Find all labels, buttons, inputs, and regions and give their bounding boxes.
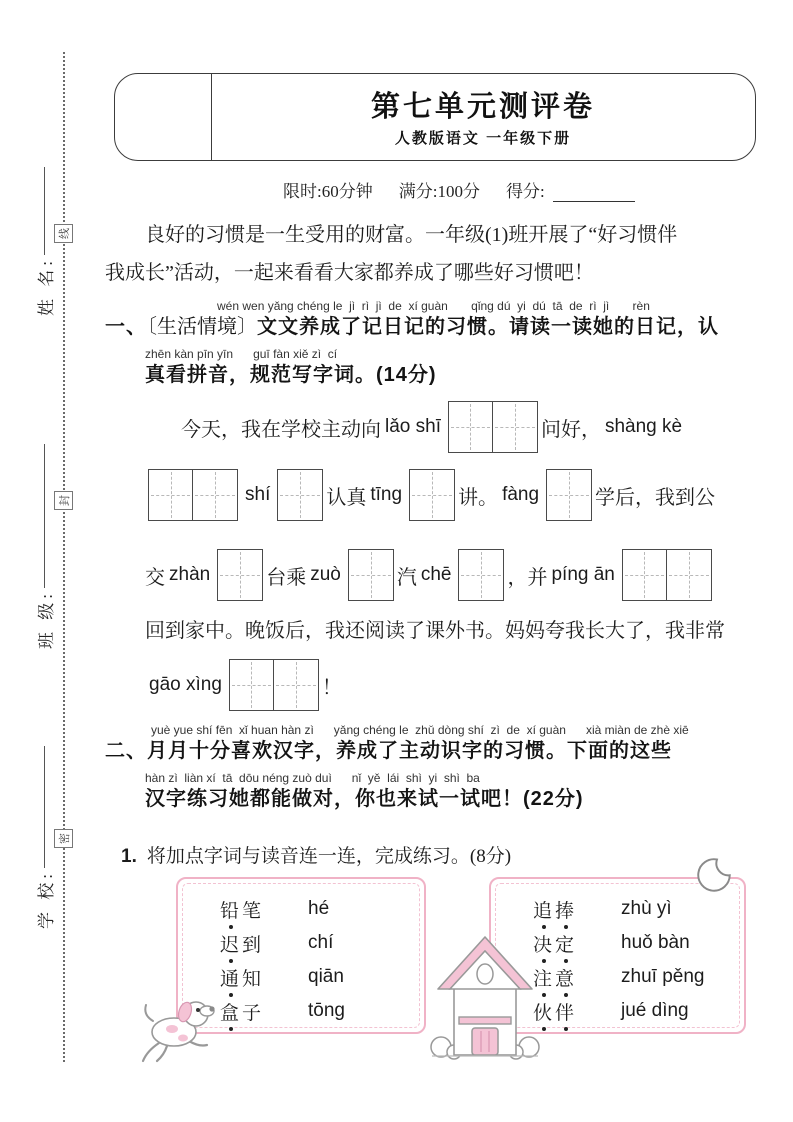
writing-grid <box>229 659 319 711</box>
grid-cell[interactable] <box>547 470 591 520</box>
grid-cell[interactable] <box>410 470 454 520</box>
character: 到 <box>242 934 265 956</box>
dotted-character: 伴 <box>555 998 577 1025</box>
match-row <box>533 960 744 994</box>
grid-cell[interactable] <box>459 550 503 600</box>
seal-char-seal <box>54 491 73 510</box>
diary-text: 讲。 <box>458 486 499 509</box>
seal-char-line <box>54 224 73 243</box>
score-blank[interactable] <box>553 184 635 202</box>
name-label: 姓 名: <box>36 257 56 316</box>
match-row <box>533 892 744 926</box>
section2-heading <box>105 723 770 813</box>
name-blank[interactable] <box>44 167 45 255</box>
diary-text: 问好， <box>540 418 601 441</box>
dotted-character: 盒 <box>220 998 242 1025</box>
dotted-character: 意 <box>555 964 577 991</box>
diary-passage <box>145 398 763 714</box>
match-word[interactable] <box>533 896 621 923</box>
intro-paragraph <box>105 216 767 292</box>
match-row <box>533 994 744 1028</box>
full-score-label: 满分:100分 <box>398 182 480 201</box>
question1-number: 1. <box>121 846 137 867</box>
match-pinyin[interactable]: hé <box>308 898 330 919</box>
seal-char-secret <box>54 829 73 848</box>
match-pinyin[interactable]: zhù yì <box>621 898 672 919</box>
pinyin-text: píng ān <box>551 564 615 585</box>
diary-text: ！ <box>321 676 342 699</box>
match-row <box>220 892 424 926</box>
match-row <box>220 960 424 994</box>
match-pinyin[interactable]: zhuī pěng <box>621 966 705 987</box>
diary-line <box>145 466 763 524</box>
diary-text: ，并 <box>507 566 548 589</box>
diary-text: 学后，我到公 <box>595 486 716 509</box>
grid-cell[interactable] <box>278 470 322 520</box>
diary-text: 台乘 <box>266 566 307 589</box>
match-pinyin[interactable]: qiān <box>308 966 344 987</box>
dotted-character: 迟 <box>220 930 242 957</box>
title-box <box>114 73 756 161</box>
writing-grid <box>277 469 323 521</box>
writing-grid <box>217 549 263 601</box>
match-word[interactable] <box>220 896 308 923</box>
writing-grid <box>348 549 394 601</box>
grid-cell[interactable] <box>274 660 318 710</box>
pinyin-text: chē <box>420 564 452 585</box>
match-row <box>220 994 424 1028</box>
pinyin-text: tīng <box>370 484 403 505</box>
diary-line <box>145 546 763 604</box>
match-word[interactable] <box>533 964 621 991</box>
dotted-character: 伙 <box>533 998 555 1025</box>
pinyin-text: fàng <box>502 484 540 505</box>
match-pinyin[interactable]: chí <box>308 932 334 953</box>
writing-grid <box>622 549 712 601</box>
meta-row <box>283 177 635 202</box>
time-limit-label: 限时:60分钟 <box>283 182 373 201</box>
section2-heading-line2: 汉字练习她都能做对，你也来试一试吧！(22分) <box>145 788 584 810</box>
paper-subtitle: 人教版语文 一年级下册 <box>394 130 572 147</box>
section2-pinyin-line2: hàn zì liàn xí tā dōu néng zuò duì nǐ yě lái shì yi shì ba <box>145 771 480 785</box>
character: 知 <box>242 968 265 990</box>
student-class-field <box>33 435 55 649</box>
section1-number: 一、 <box>105 316 147 338</box>
section2-pinyin-line1: yuè yue shí fēn xǐ huan hàn zì yǎng chéng le zhǔ dòng shí zì de xí guàn xià miàn de zhè xiē <box>151 723 689 737</box>
character: 子 <box>242 1002 265 1024</box>
diary-text: 今天，我在学校主动向 <box>181 418 381 441</box>
dotted-character: 决 <box>533 930 555 957</box>
writing-grid <box>148 469 238 521</box>
match-word[interactable] <box>533 930 621 957</box>
dotted-character: 通 <box>220 964 242 991</box>
grid-cell[interactable] <box>218 550 262 600</box>
character: 笔 <box>242 900 265 922</box>
grid-cell[interactable] <box>193 470 237 520</box>
section2-heading-line1 <box>105 737 770 765</box>
pinyin-text: shàng kè <box>604 416 683 437</box>
pinyin-text: zhàn <box>169 564 211 585</box>
grid-cell[interactable] <box>667 550 711 600</box>
score-label: 得分: <box>505 182 545 201</box>
writing-grid <box>458 549 504 601</box>
house-illustration <box>424 931 546 1063</box>
section1-pinyin-line1: wén wen yǎng chéng le jì rì jì de xí guàn qǐng dú yi dú tā de rì jì rèn <box>217 299 650 313</box>
diary-text: 交 <box>145 566 165 589</box>
match-word[interactable] <box>220 930 308 957</box>
diary-line <box>145 398 763 456</box>
pinyin-text: gāo xìng <box>149 674 222 695</box>
writing-grid <box>448 401 538 453</box>
section1-heading-line2: 真看拼音，规范写字词。(14分) <box>145 364 437 386</box>
seal-char-text: 封 <box>58 495 71 506</box>
grid-cell[interactable] <box>623 550 667 600</box>
student-school-field <box>33 737 55 929</box>
intro-line: 良好的习惯是一生受用的财富。一年级(1)班开展了“好习惯伴 <box>145 224 678 246</box>
writing-grid <box>546 469 592 521</box>
match-word[interactable] <box>533 998 621 1025</box>
dotted-character: 定 <box>555 930 577 957</box>
diary-line <box>145 612 763 644</box>
seal-char-text: 密 <box>58 833 71 844</box>
intro-line: 我成长”活动，一起来看看大家都养成了哪些好习惯吧！ <box>105 262 594 284</box>
scenario-tag: 〔生活情境〕 <box>147 316 257 338</box>
match-pinyin[interactable]: jué dìng <box>621 1000 689 1021</box>
grid-cell[interactable] <box>149 470 193 520</box>
student-name-field <box>33 158 55 316</box>
school-label: 学 校: <box>36 870 56 929</box>
grid-cell[interactable] <box>449 402 493 452</box>
school-blank[interactable] <box>44 746 45 868</box>
section1-text1: 文文养成了记日记的习惯。请读一读她的日记，认 <box>257 316 719 338</box>
match-word[interactable] <box>220 998 308 1025</box>
match-row <box>220 926 424 960</box>
section2-text1: 月月十分喜欢汉字，养成了主动识字的习惯。下面的这些 <box>147 740 672 762</box>
grid-cell[interactable] <box>230 660 274 710</box>
question1-text: 将加点字词与读音连一连，完成练习。(8分) <box>146 846 512 867</box>
section1-heading-line1 <box>105 313 770 341</box>
diary-text: 认真 <box>326 486 367 509</box>
grid-cell[interactable] <box>349 550 393 600</box>
match-row <box>533 926 744 960</box>
class-label: 班 级: <box>36 590 56 649</box>
match-word[interactable] <box>220 964 308 991</box>
writing-grid <box>409 469 455 521</box>
diary-text: 汽 <box>396 566 417 589</box>
dotted-character: 捧 <box>555 896 577 923</box>
question1 <box>121 841 511 868</box>
dotted-character: 追 <box>533 896 555 923</box>
paper-title: 第七单元测评卷 <box>370 91 595 123</box>
pinyin-text: lǎo shī <box>385 416 441 437</box>
pinyin-text: zuò <box>310 564 341 585</box>
seal-char-text: 线 <box>58 228 71 239</box>
match-pinyin[interactable]: huǒ bàn <box>621 932 690 953</box>
section2-number: 二、 <box>105 740 147 762</box>
dotted-character: 注 <box>533 964 555 991</box>
section1-heading <box>105 299 770 389</box>
class-blank[interactable] <box>44 444 45 588</box>
dotted-character: 铅 <box>220 896 242 923</box>
diary-text: 回到家中。晚饭后，我还阅读了课外书。妈妈夸我长大了，我非常 <box>145 619 725 642</box>
match-pinyin[interactable]: tōng <box>308 1000 345 1021</box>
moon-icon <box>696 857 732 895</box>
section1-pinyin-line2: zhēn kàn pīn yīn guī fàn xiě zì cí <box>145 347 338 361</box>
seal-dotted-line <box>63 52 65 1062</box>
dog-illustration <box>131 981 221 1071</box>
grid-cell[interactable] <box>493 402 537 452</box>
diary-line <box>145 656 763 714</box>
pinyin-text: shí <box>245 484 271 505</box>
